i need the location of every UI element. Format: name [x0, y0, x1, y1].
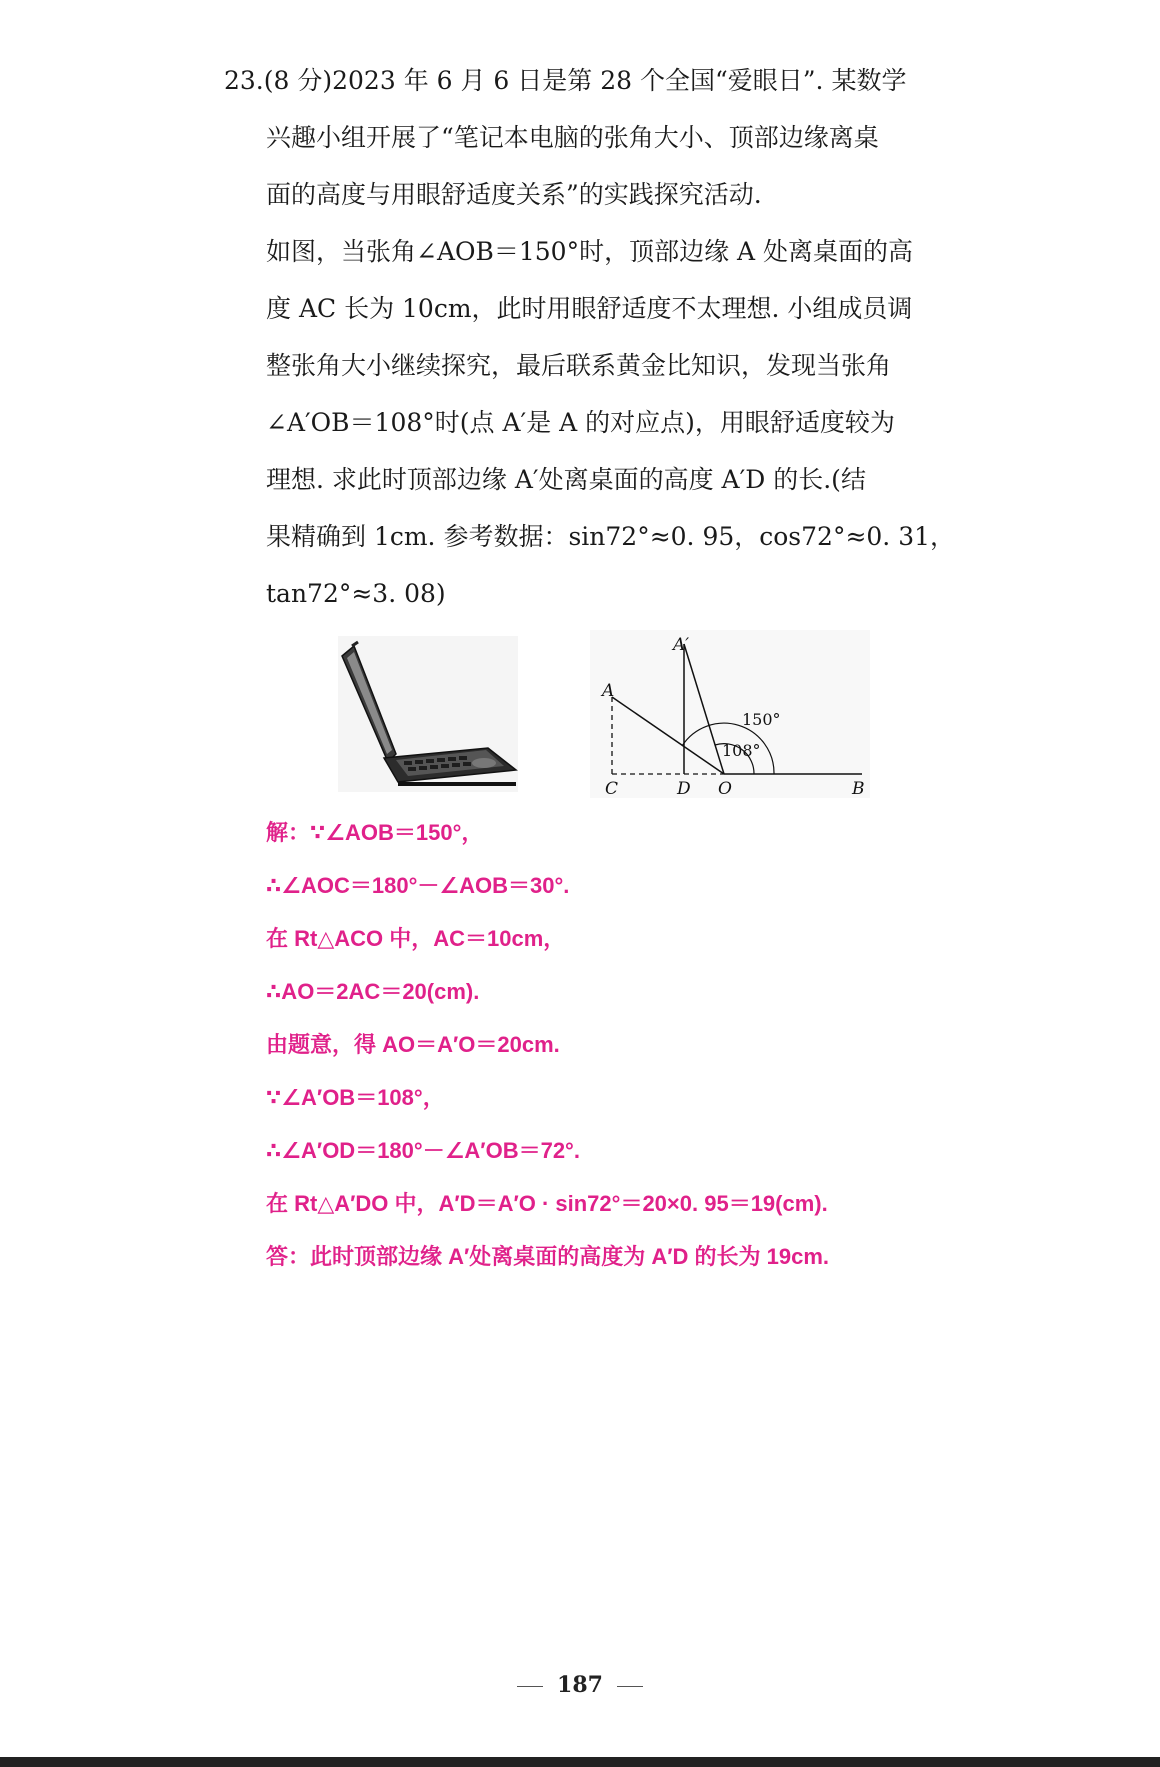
bottom-bar — [0, 1757, 1160, 1767]
label-O: O — [718, 779, 732, 798]
question-line-3: 面的高度与用眼舒适度关系”的实践探究活动. — [266, 180, 762, 209]
solution-line-3: 在 Rt△ACO 中，AC＝10cm， — [266, 926, 566, 951]
page-number-text: 187 — [557, 1672, 603, 1698]
label-angle-150: 150° — [742, 710, 781, 729]
question-line-8: 理想. 求此时顶部边缘 A′处离桌面的高度 A′D 的长.(结 — [266, 465, 866, 494]
question-line-5: 度 AC 长为 10cm，此时用眼舒适度不太理想. 小组成员调 — [266, 294, 913, 323]
solution-line-8: 在 Rt△A′DO 中，A′D＝A′O · sin72°＝20×0. 95＝19(cm). — [266, 1191, 828, 1216]
label-C: C — [605, 779, 619, 798]
label-angle-108: 108° — [722, 741, 761, 760]
solution-line-2: ∴∠AOC＝180°－∠AOB＝30°. — [266, 873, 570, 898]
laptop-photo — [338, 636, 518, 792]
label-A-prime: A′ — [673, 635, 690, 655]
question-line-10: tan72°≈3. 08) — [266, 579, 446, 608]
question-line-7: ∠A′OB＝108°时(点 A′是 A 的对应点)，用眼舒适度较为 — [266, 408, 895, 437]
geometry-diagram — [590, 630, 870, 798]
solution-line-6: ∵∠A′OB＝108°， — [266, 1085, 445, 1110]
question-line-2: 兴趣小组开展了“笔记本电脑的张角大小、顶部边缘离桌 — [266, 123, 879, 152]
question-line-9: 果精确到 1cm. 参考数据：sin72°≈0. 95，cos72°≈0. 31， — [266, 522, 956, 551]
page-number-right-dash — [617, 1686, 643, 1687]
label-D: D — [677, 779, 691, 798]
question-line-6: 整张角大小继续探究，最后联系黄金比知识，发现当张角 — [266, 351, 892, 380]
label-B: B — [852, 779, 865, 798]
solution-line-5: 由题意，得 AO＝A′O＝20cm. — [266, 1032, 560, 1057]
label-A: A — [602, 681, 615, 701]
solution-line-1: 解：∵∠AOB＝150°， — [266, 820, 484, 845]
page-number-left-dash — [517, 1686, 543, 1687]
solution-line-7: ∴∠A′OD＝180°－∠A′OB＝72°. — [266, 1138, 580, 1163]
solution-line-4: ∴AO＝2AC＝20(cm). — [266, 979, 480, 1004]
question-line-1: 23.(8 分)2023 年 6 月 6 日是第 28 个全国“爱眼日”. 某数学 — [224, 66, 907, 95]
page-number — [0, 1672, 1160, 1698]
question-line-4: 如图，当张角∠AOB＝150°时，顶部边缘 A 处离桌面的高 — [266, 237, 914, 266]
solution-line-9: 答：此时顶部边缘 A′处离桌面的高度为 A′D 的长为 19cm. — [266, 1244, 830, 1269]
